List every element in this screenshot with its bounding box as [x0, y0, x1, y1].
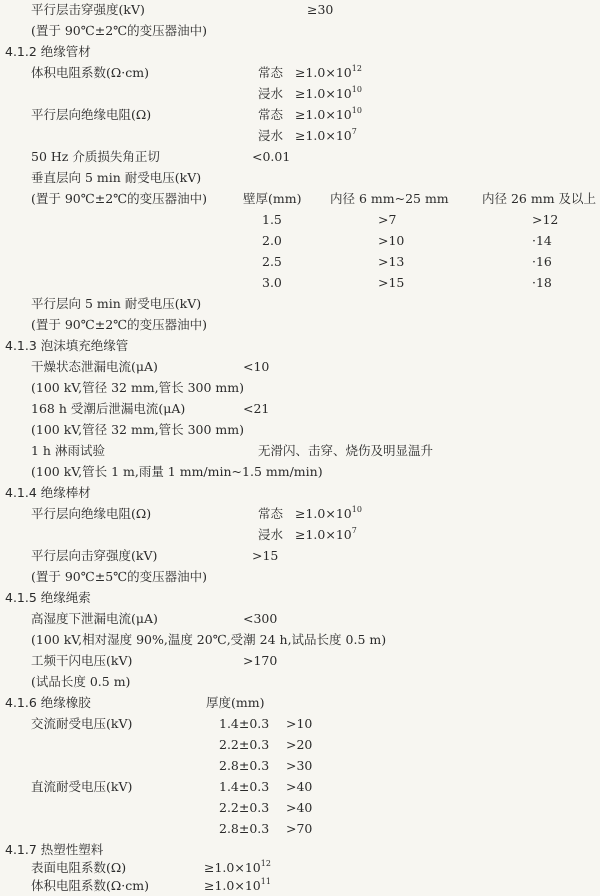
text-line	[0, 84, 600, 104]
text-line	[0, 294, 600, 314]
text-line	[0, 336, 600, 356]
text-line	[0, 714, 600, 734]
text-cell: 交流耐受电压(kV)	[31, 716, 133, 731]
section-heading: 4.1.7 热塑性塑料	[5, 842, 104, 857]
text-line	[0, 672, 600, 692]
text-line	[0, 567, 600, 587]
text-line	[0, 252, 600, 272]
text-cell: 内径 6 mm~25 mm	[330, 191, 449, 206]
text-cell: 表面电阻系数(Ω)	[31, 860, 127, 875]
text-line	[0, 42, 600, 62]
text-cell: 无滑闪、击穿、烧伤及明显温升	[258, 443, 434, 458]
text-line	[0, 651, 600, 671]
section-heading: 4.1.5 绝缘绳索	[5, 590, 91, 605]
text-cell: (置于 90℃±2℃的变压器油中)	[31, 317, 208, 332]
text-line	[0, 777, 600, 797]
exponent: 7	[351, 127, 357, 136]
text-cell: 168 h 受潮后泄漏电流(μA)	[31, 401, 186, 416]
text-line	[0, 63, 600, 83]
exponent: 12	[260, 859, 271, 868]
text-cell: $\ge 1.0\times 10^{10}$	[295, 106, 362, 122]
text-cell: 干燥状态泄漏电流(μA)	[31, 359, 158, 374]
text-cell: 高湿度下泄漏电流(μA)	[31, 611, 158, 626]
text-line	[0, 525, 600, 545]
text-line	[0, 798, 600, 818]
text-cell: >20	[286, 737, 313, 752]
section-heading: 4.1.4 绝缘棒材	[5, 485, 91, 500]
text-cell: 平行层向击穿强度(kV)	[31, 548, 158, 563]
text-cell: $\ge 1.0\times 10^{10}$	[295, 505, 362, 521]
text-cell: $\ge 1.0\times 10^{10}$	[295, 85, 362, 101]
text-cell: >30	[286, 758, 313, 773]
text-cell: (置于 90℃±2℃的变压器油中)	[31, 23, 208, 38]
exponent: 10	[351, 505, 362, 514]
text-cell: 1.4±0.3	[219, 779, 270, 794]
text-cell: ·18	[532, 275, 552, 290]
exponent: 10	[351, 106, 362, 115]
text-line	[0, 105, 600, 125]
text-cell: >170	[243, 653, 278, 668]
text-cell: $\ge 1.0\times 10^{12}$	[204, 859, 271, 875]
text-cell: >40	[286, 800, 313, 815]
text-cell: >10	[378, 233, 405, 248]
text-cell: >70	[286, 821, 313, 836]
text-cell: 厚度(mm)	[206, 695, 265, 710]
text-cell: 2.8±0.3	[219, 821, 270, 836]
text-cell: <21	[243, 401, 270, 416]
text-line	[0, 858, 600, 878]
text-line	[0, 315, 600, 335]
text-cell: 1.5	[262, 212, 282, 227]
text-cell: 3.0	[262, 275, 282, 290]
text-cell: <10	[243, 359, 270, 374]
text-line	[0, 840, 600, 860]
text-cell: $\ge 1.0\times 10^7$	[295, 127, 357, 143]
text-cell: 2.2±0.3	[219, 737, 270, 752]
text-line	[0, 483, 600, 503]
text-line	[0, 876, 600, 896]
text-cell: $\ge 1.0\times 10^{12}$	[295, 64, 362, 80]
text-line	[0, 231, 600, 251]
text-cell: 50 Hz 介质损失角正切	[31, 149, 160, 164]
text-cell: (100 kV,管径 32 mm,管长 300 mm)	[31, 422, 245, 437]
text-cell: >13	[378, 254, 405, 269]
text-cell: <0.01	[252, 149, 291, 164]
text-cell: 体积电阻系数(Ω·cm)	[31, 65, 149, 80]
text-cell: >12	[532, 212, 559, 227]
exponent: 7	[351, 526, 357, 535]
exponent: 12	[351, 64, 362, 73]
text-cell: 1.4±0.3	[219, 716, 270, 731]
text-line	[0, 630, 600, 650]
text-cell: 浸水	[258, 527, 284, 542]
text-cell: (100 kV,管长 1 m,雨量 1 mm/min~1.5 mm/min)	[31, 464, 323, 479]
text-cell: (100 kV,相对湿度 90%,温度 20℃,受潮 24 h,试品长度 0.5 m)	[31, 632, 387, 647]
text-line	[0, 546, 600, 566]
text-cell: >15	[252, 548, 279, 563]
text-line	[0, 693, 600, 713]
text-cell: 平行层击穿强度(kV)	[31, 2, 145, 17]
text-cell: 2.5	[262, 254, 282, 269]
text-cell: $\ge 1.0\times 10^7$	[295, 526, 357, 542]
exponent: 10	[351, 85, 362, 94]
text-cell: 体积电阻系数(Ω·cm)	[31, 878, 149, 893]
text-cell: >7	[378, 212, 397, 227]
text-cell: (置于 90℃±2℃的变压器油中)	[31, 191, 208, 206]
text-cell: ·16	[532, 254, 552, 269]
text-cell: >40	[286, 779, 313, 794]
text-line	[0, 0, 600, 20]
text-cell: 工频干闪电压(kV)	[31, 653, 133, 668]
text-line	[0, 210, 600, 230]
section-heading: 4.1.3 泡沫填充绝缘管	[5, 338, 129, 353]
text-cell: 平行层向绝缘电阻(Ω)	[31, 506, 152, 521]
text-cell: 常态	[258, 65, 284, 80]
text-line	[0, 378, 600, 398]
text-cell: 浸水	[258, 128, 284, 143]
text-cell: (置于 90℃±5℃的变压器油中)	[31, 569, 208, 584]
text-line	[0, 441, 600, 461]
text-cell: $\ge 1.0\times 10^{11}$	[204, 877, 271, 893]
text-cell: 直流耐受电压(kV)	[31, 779, 133, 794]
section-heading: 4.1.2 绝缘管材	[5, 44, 91, 59]
text-cell: 平行层向 5 min 耐受电压(kV)	[31, 296, 202, 311]
text-line	[0, 399, 600, 419]
text-cell: >10	[286, 716, 313, 731]
text-cell: 1 h 淋雨试验	[31, 443, 105, 458]
text-cell: 浸水	[258, 86, 284, 101]
text-cell: 常态	[258, 107, 284, 122]
text-cell: 内径 26 mm 及以上	[482, 191, 597, 206]
text-line	[0, 609, 600, 629]
text-line	[0, 147, 600, 167]
text-line	[0, 168, 600, 188]
text-line	[0, 189, 600, 209]
text-line	[0, 126, 600, 146]
text-cell: <300	[243, 611, 278, 626]
text-cell: 壁厚(mm)	[243, 191, 302, 206]
text-line	[0, 588, 600, 608]
text-line	[0, 735, 600, 755]
text-line	[0, 819, 600, 839]
text-cell: (试品长度 0.5 m)	[31, 674, 131, 689]
text-cell: ≥30	[307, 2, 334, 17]
text-line	[0, 504, 600, 524]
text-line	[0, 273, 600, 293]
text-line	[0, 357, 600, 377]
text-cell: 2.0	[262, 233, 282, 248]
text-cell: 平行层向绝缘电阻(Ω)	[31, 107, 152, 122]
text-line	[0, 21, 600, 41]
text-cell: 2.2±0.3	[219, 800, 270, 815]
text-cell: 2.8±0.3	[219, 758, 270, 773]
text-cell: (100 kV,管径 32 mm,管长 300 mm)	[31, 380, 245, 395]
text-line	[0, 462, 600, 482]
exponent: 11	[260, 877, 271, 886]
text-cell: 垂直层向 5 min 耐受电压(kV)	[31, 170, 202, 185]
text-line	[0, 756, 600, 776]
text-line	[0, 420, 600, 440]
text-cell: >15	[378, 275, 405, 290]
text-cell: 常态	[258, 506, 284, 521]
text-cell: ·14	[532, 233, 552, 248]
section-heading: 4.1.6 绝缘橡胶	[5, 695, 91, 710]
